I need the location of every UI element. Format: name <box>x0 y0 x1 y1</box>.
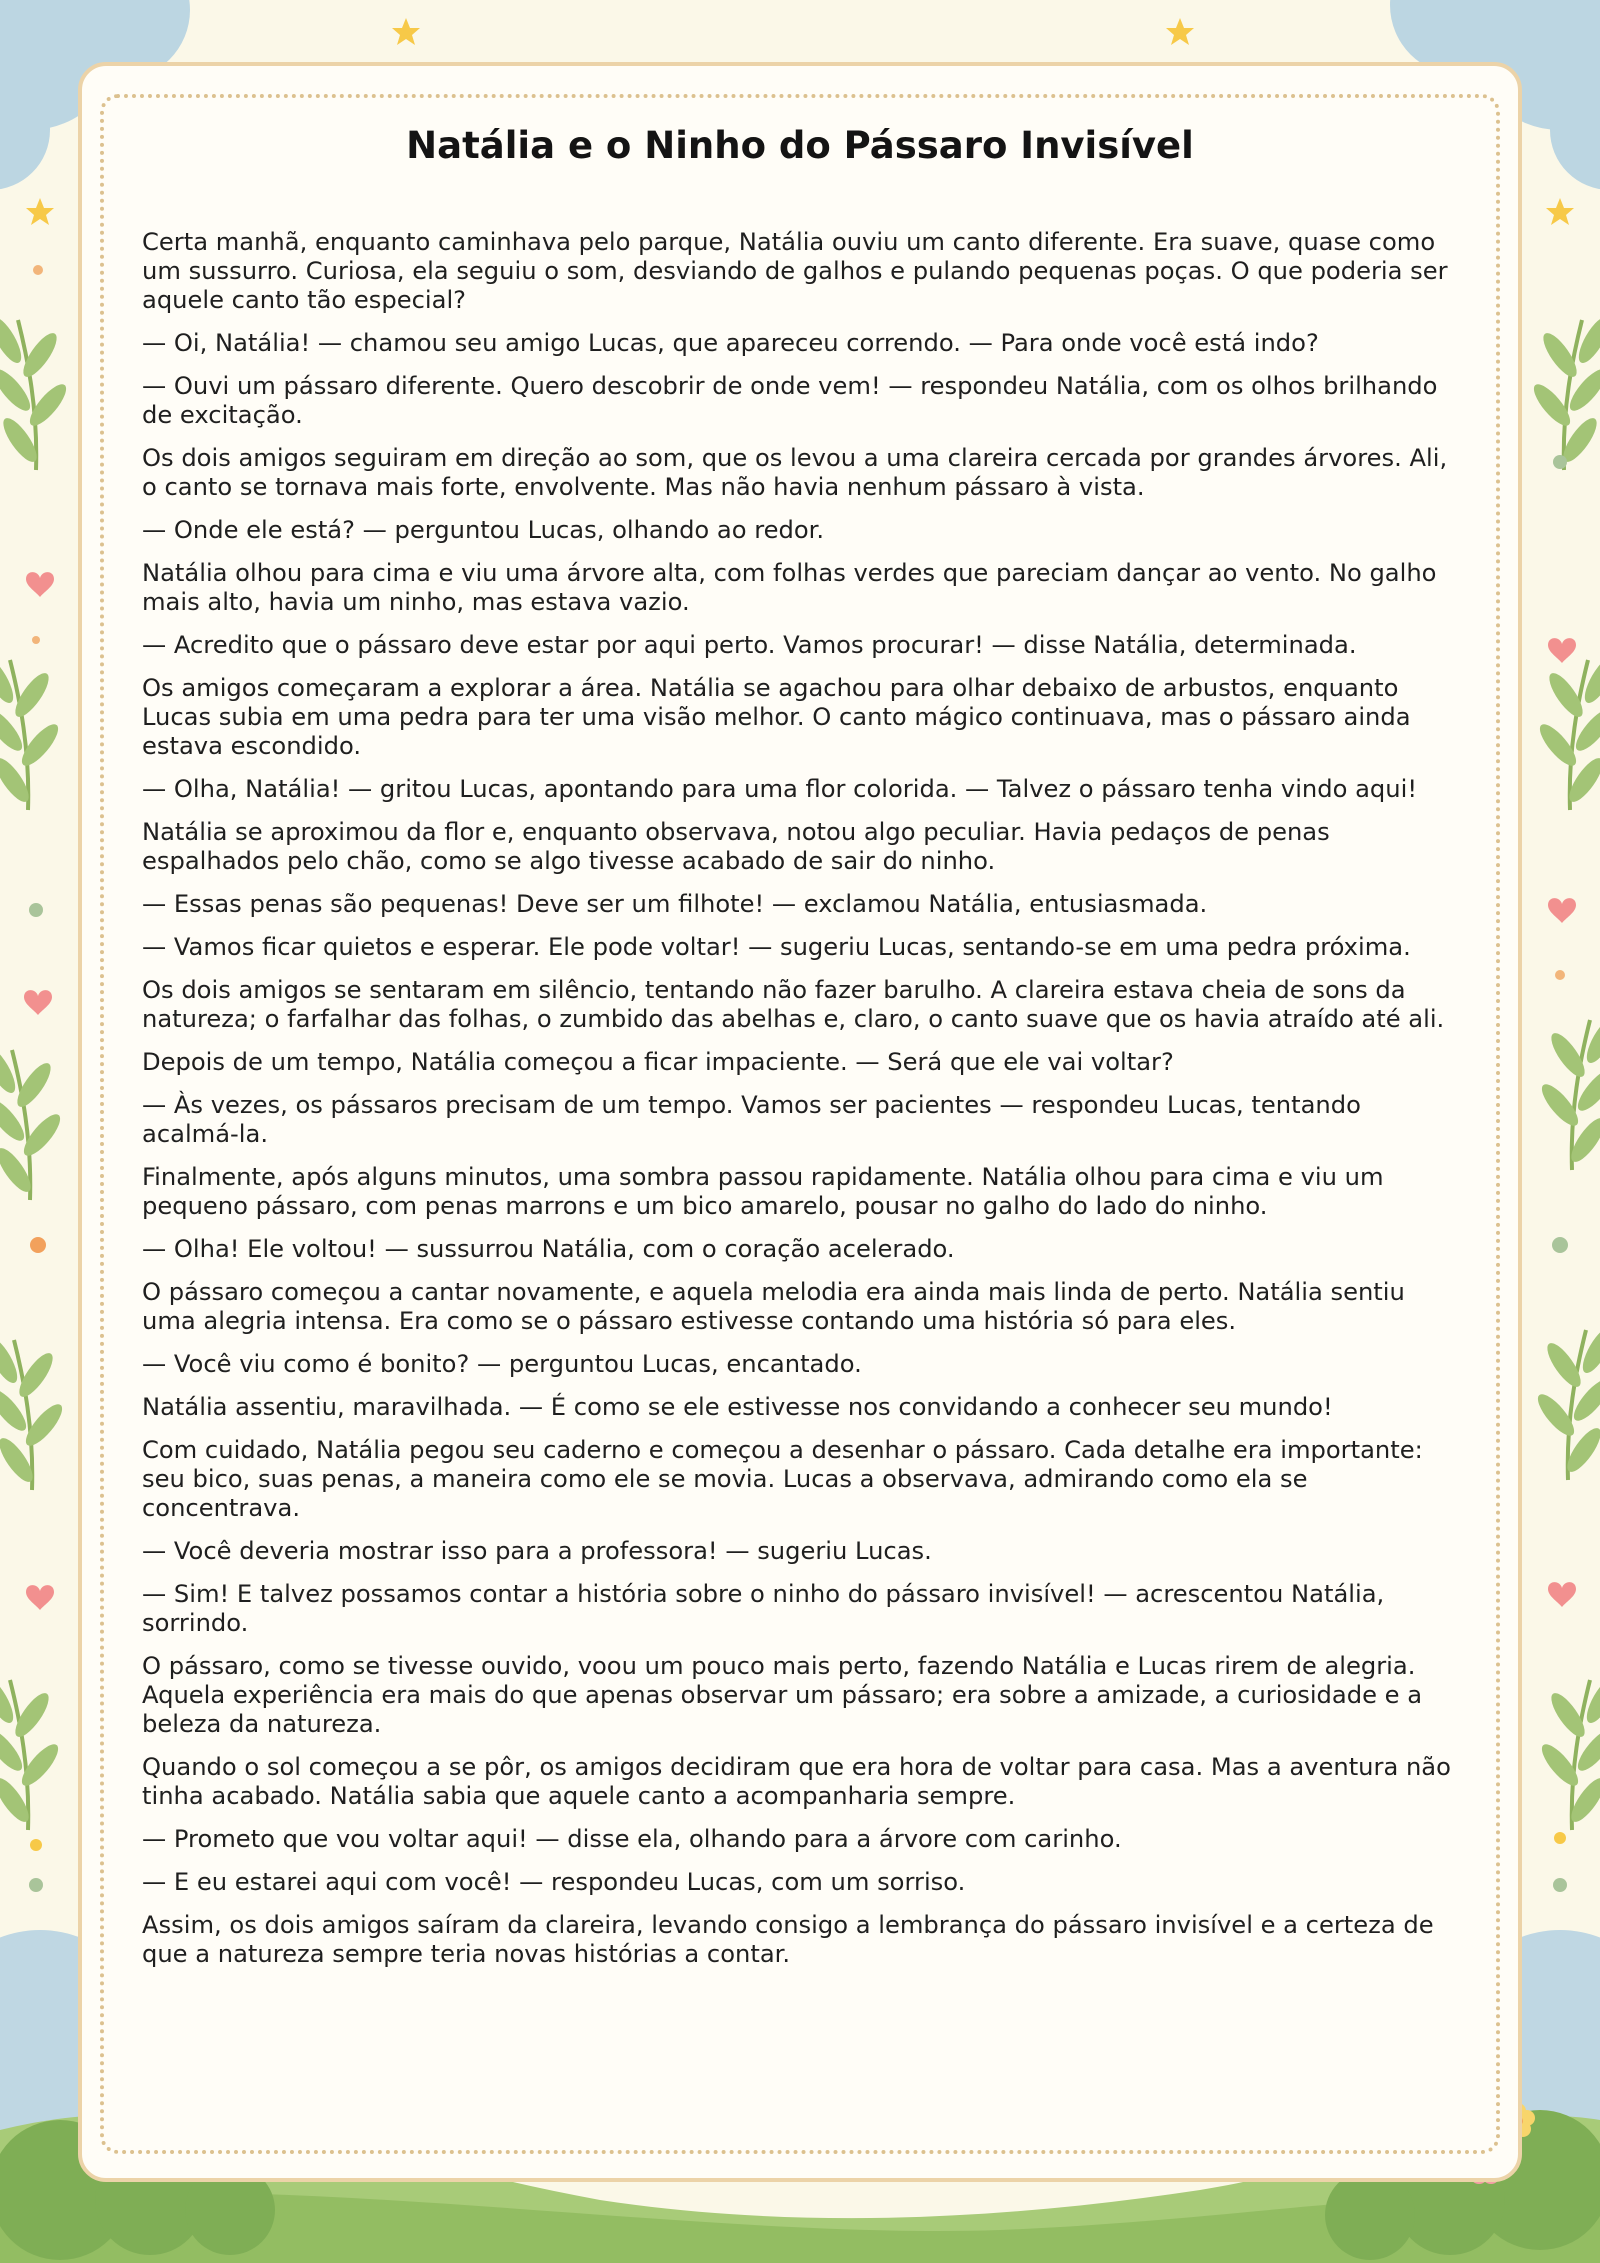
heart-icon <box>24 990 52 1015</box>
star-icon <box>1166 18 1194 45</box>
story-paragraph: — E eu estarei aqui com você! — respondeu Lucas, com um sorriso. <box>142 1868 966 1896</box>
story-paragraph: Depois de um tempo, Natália começou a ficar impaciente. — Será que ele vai voltar? <box>142 1048 1174 1076</box>
leaf-branch-icon <box>0 1333 68 1490</box>
story-paragraph: O pássaro, como se tivesse ouvido, voou um pouco mais perto, fazendo Natália e Lucas rirem de alegria. Aquela experiência era mais do que apenas observar um pássaro; era sobre a amizade, a curiosidade e a beleza da natureza. <box>142 1652 1423 1738</box>
story-paragraph: Os amigos começaram a explorar a área. Natália se agachou para olhar debaixo de arbustos, enquanto Lucas subia em uma pedra para ter uma visão melhor. O canto mágico continuava, mas o pássaro ainda estava escondido. <box>142 674 1411 760</box>
story-paragraph: — Ouvi um pássaro diferente. Quero descobrir de onde vem! — respondeu Natália, com os olhos brilhando de excitação. <box>142 372 1438 429</box>
story-paragraph: Quando o sol começou a se pôr, os amigos decidiram que era hora de voltar para casa. Mas a aventura não tinha acabado. Natália sabia que aquele canto a acompanharia sempre. <box>142 1753 1451 1810</box>
story-paragraph: — Você viu como é bonito? — perguntou Lucas, encantado. <box>142 1350 862 1378</box>
story-paragraph: — Você deveria mostrar isso para a professora! — sugeriu Lucas. <box>142 1537 932 1565</box>
story-paragraph: — Olha! Ele voltou! — sussurrou Natália, com o coração acelerado. <box>142 1235 955 1263</box>
story-paragraph: — Acredito que o pássaro deve estar por aqui perto. Vamos procurar! — disse Natália, determinada. <box>142 631 1357 659</box>
leaf-branch-icon <box>0 313 72 470</box>
leaf-branch-icon <box>1536 1013 1600 1170</box>
story-paragraph: Assim, os dois amigos saíram da clareira, levando consigo a lembrança do pássaro invisível e a certeza de que a natureza sempre teria novas histórias a contar. <box>142 1911 1434 1968</box>
story-paragraph: Finalmente, após alguns minutos, uma sombra passou rapidamente. Natália olhou para cima e viu um pequeno pássaro, com penas marrons e um bico amarelo, pousar no galho do lado do ninho. <box>142 1163 1384 1220</box>
heart-icon <box>1548 1582 1576 1607</box>
star-icon <box>1546 198 1574 225</box>
heart-icon <box>26 572 54 597</box>
story-paragraph: — Olha, Natália! — gritou Lucas, apontando para uma flor colorida. — Talvez o pássaro tenha vindo aqui! <box>142 775 1418 803</box>
story-paragraph: Os dois amigos se sentaram em silêncio, tentando não fazer barulho. A clareira estava cheia de sons da natureza; o farfalhar das folhas, o zumbido das abelhas e, claro, o canto suave que os havia atraído até ali. <box>142 976 1445 1033</box>
story-body <box>142 228 1462 1983</box>
story-paragraph: Certa manhã, enquanto caminhava pelo parque, Natália ouviu um canto diferente. Era suave, quase como um sussurro. Curiosa, ela seguiu o som, desviando de galhos e pulando pequenas poças. O que poderia ser aquele canto tão especial? <box>142 228 1448 314</box>
leaf-branch-icon <box>1532 1323 1600 1480</box>
story-paragraph: Natália assentiu, maravilhada. — É como se ele estivesse nos convidando a conhecer seu mundo! <box>142 1393 1333 1421</box>
leaf-branch-icon <box>0 1673 64 1830</box>
leaf-branch-icon <box>0 653 64 810</box>
story-paragraph: — Às vezes, os pássaros precisam de um tempo. Vamos ser pacientes — respondeu Lucas, tentando acalmá-la. <box>142 1091 1361 1148</box>
story-paragraph: — Onde ele está? — perguntou Lucas, olhando ao redor. <box>142 516 825 544</box>
story-paragraph: Natália olhou para cima e viu uma árvore alta, com folhas verdes que pareciam dançar ao vento. No galho mais alto, havia um ninho, mas estava vazio. <box>142 559 1437 616</box>
star-icon <box>26 198 54 225</box>
story-paragraph: — Vamos ficar quietos e esperar. Ele pode voltar! — sugeriu Lucas, sentando-se em uma pedra próxima. <box>142 933 1411 961</box>
story-paragraph: — Essas penas são pequenas! Deve ser um filhote! — exclamou Natália, entusiasmada. <box>142 890 1208 918</box>
heart-icon <box>1548 898 1576 923</box>
story-paragraph: Natália se aproximou da flor e, enquanto observava, notou algo peculiar. Havia pedaços de penas espalhados pelo chão, como se algo tivesse acabado de sair do ninho. <box>142 818 1330 875</box>
story-paragraph: Com cuidado, Natália pegou seu caderno e começou a desenhar o pássaro. Cada detalhe era importante: seu bico, suas penas, a maneira como ele se movia. Lucas a observava, admirando como ela se concentrava. <box>142 1436 1423 1522</box>
story-paragraph: — Sim! E talvez possamos contar a história sobre o ninho do pássaro invisível! — acrescentou Natália, sorrindo. <box>142 1580 1385 1637</box>
leaf-branch-icon <box>0 1043 66 1200</box>
heart-icon <box>1548 638 1576 663</box>
star-icon <box>392 18 420 45</box>
story-paragraph: — Prometo que vou voltar aqui! — disse ela, olhando para a árvore com carinho. <box>142 1825 1122 1853</box>
leaf-branch-icon <box>1528 313 1600 470</box>
page-title: Natália e o Ninho do Pássaro Invisível <box>406 124 1194 167</box>
story-paragraph: O pássaro começou a cantar novamente, e aquela melodia era ainda mais linda de perto. Natália sentiu uma alegria intensa. Era como se o pássaro estivesse contando uma história só para eles. <box>142 1278 1405 1335</box>
heart-icon <box>26 1585 54 1610</box>
story-paragraph: Os dois amigos seguiram em direção ao som, que os levou a uma clareira cercada por grandes árvores. Ali, o canto se tornava mais forte, envolvente. Mas não havia nenhum pássaro à vista. <box>142 444 1448 501</box>
leaf-branch-icon <box>1534 653 1600 810</box>
leaf-branch-icon <box>1536 1673 1600 1830</box>
story-paragraph: — Oi, Natália! — chamou seu amigo Lucas, que apareceu correndo. — Para onde você está indo? <box>142 329 1319 357</box>
